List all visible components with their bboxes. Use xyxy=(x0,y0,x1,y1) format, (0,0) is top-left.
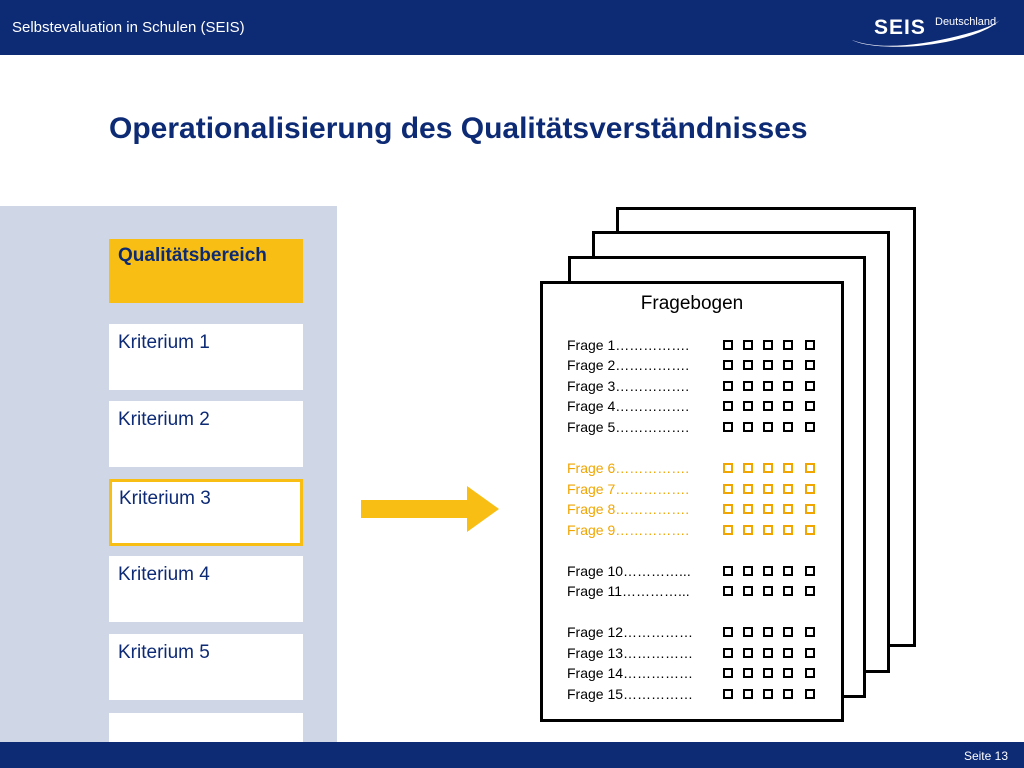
checkbox-icon xyxy=(763,566,773,576)
checkbox-icon xyxy=(805,627,815,637)
page-number: Seite 13 xyxy=(963,749,1008,763)
question-label: Frage 8……………. xyxy=(567,501,690,517)
checkbox-icon xyxy=(763,689,773,699)
checkbox-icon xyxy=(723,463,733,473)
checkbox-icon xyxy=(805,668,815,678)
checkbox-icon xyxy=(723,422,733,432)
questionnaire-sheet xyxy=(540,281,844,722)
question-label: Frage 7……………. xyxy=(567,481,690,497)
checkbox-icon xyxy=(723,401,733,411)
checkbox-icon xyxy=(723,484,733,494)
checkbox-icon xyxy=(723,360,733,370)
checkbox-icon xyxy=(763,463,773,473)
question-row xyxy=(567,663,837,683)
footer-bar xyxy=(0,742,1024,768)
checkbox-icon xyxy=(783,648,793,658)
checkbox-icon xyxy=(805,360,815,370)
checkbox-icon xyxy=(783,340,793,350)
checkbox-icon xyxy=(743,504,753,514)
checkbox-icon xyxy=(805,463,815,473)
checkbox-icon xyxy=(763,381,773,391)
question-label: Frage 6……………. xyxy=(567,460,690,476)
question-row xyxy=(567,355,837,375)
checkbox-icon xyxy=(783,381,793,391)
question-label: Frage 10…………... xyxy=(567,563,691,579)
question-label: Frage 13…………… xyxy=(567,645,694,661)
checkbox-icon xyxy=(763,401,773,411)
checkbox-icon xyxy=(723,381,733,391)
checkbox-icon xyxy=(783,689,793,699)
checkbox-icon xyxy=(783,586,793,596)
question-label: Frage 12…………… xyxy=(567,624,694,640)
checkbox-icon xyxy=(763,668,773,678)
criterion-5-box: Kriterium 5 xyxy=(109,634,303,700)
checkbox-icon xyxy=(743,525,753,535)
question-row xyxy=(567,479,837,499)
checkbox-icon xyxy=(743,648,753,658)
question-row xyxy=(567,581,837,601)
checkbox-icon xyxy=(763,504,773,514)
criterion-1-box: Kriterium 1 xyxy=(109,324,303,390)
slide-title: Operationalisierung des Qualitätsverständnisses xyxy=(109,112,808,145)
checkbox-icon xyxy=(805,422,815,432)
questionnaire-title: Fragebogen xyxy=(640,293,744,314)
logo-subtext: Deutschland xyxy=(935,16,997,28)
criterion-more-box xyxy=(109,713,303,742)
checkbox-icon xyxy=(723,525,733,535)
question-label: Frage 11…………... xyxy=(567,583,690,599)
checkbox-icon xyxy=(763,360,773,370)
checkbox-icon xyxy=(763,340,773,350)
checkbox-icon xyxy=(743,401,753,411)
question-row xyxy=(567,520,837,540)
checkbox-icon xyxy=(723,340,733,350)
header-bar xyxy=(0,0,1024,55)
checkbox-icon xyxy=(805,381,815,391)
checkbox-icon xyxy=(723,504,733,514)
question-row xyxy=(567,396,837,416)
question-row xyxy=(567,335,837,355)
seis-logo xyxy=(848,6,1008,48)
checkbox-icon xyxy=(783,504,793,514)
criterion-4-box: Kriterium 4 xyxy=(109,556,303,622)
question-row xyxy=(567,376,837,396)
checkbox-icon xyxy=(723,648,733,658)
question-row xyxy=(567,458,837,478)
checkbox-icon xyxy=(723,689,733,699)
criterion-2-box: Kriterium 2 xyxy=(109,401,303,467)
question-label: Frage 3……………. xyxy=(567,378,690,394)
question-row xyxy=(567,417,837,437)
presentation-title: Selbstevaluation in Schulen (SEIS) xyxy=(12,19,245,36)
checkbox-icon xyxy=(763,627,773,637)
checkbox-icon xyxy=(763,422,773,432)
checkbox-icon xyxy=(763,648,773,658)
checkbox-icon xyxy=(783,566,793,576)
checkbox-icon xyxy=(805,586,815,596)
checkbox-icon xyxy=(723,627,733,637)
question-label: Frage 1……………. xyxy=(567,337,690,353)
quality-area-box: Qualitätsbereich xyxy=(109,239,303,303)
checkbox-icon xyxy=(763,586,773,596)
question-row xyxy=(567,561,837,581)
question-label: Frage 9……………. xyxy=(567,522,690,538)
question-label: Frage 4……………. xyxy=(567,398,690,414)
checkbox-icon xyxy=(783,401,793,411)
logo-text: SEIS xyxy=(874,16,926,39)
checkbox-icon xyxy=(783,360,793,370)
question-row xyxy=(567,684,837,704)
checkbox-icon xyxy=(805,648,815,658)
checkbox-icon xyxy=(783,668,793,678)
checkbox-icon xyxy=(723,586,733,596)
checkbox-icon xyxy=(805,340,815,350)
checkbox-icon xyxy=(805,504,815,514)
question-row xyxy=(567,643,837,663)
checkbox-icon xyxy=(743,668,753,678)
checkbox-icon xyxy=(805,484,815,494)
checkbox-icon xyxy=(743,689,753,699)
question-label: Frage 5……………. xyxy=(567,419,690,435)
checkbox-icon xyxy=(723,668,733,678)
question-label: Frage 14…………… xyxy=(567,665,694,681)
arrow-right-icon xyxy=(361,486,501,532)
checkbox-icon xyxy=(743,381,753,391)
checkbox-icon xyxy=(805,401,815,411)
question-row xyxy=(567,622,837,642)
checkbox-icon xyxy=(743,340,753,350)
criterion-3-box-highlighted: Kriterium 3 xyxy=(109,479,303,546)
question-label: Frage 2……………. xyxy=(567,357,690,373)
checkbox-icon xyxy=(763,484,773,494)
checkbox-icon xyxy=(805,525,815,535)
checkbox-icon xyxy=(805,566,815,576)
checkbox-icon xyxy=(783,525,793,535)
checkbox-icon xyxy=(743,484,753,494)
checkbox-icon xyxy=(783,422,793,432)
checkbox-icon xyxy=(763,525,773,535)
checkbox-icon xyxy=(743,627,753,637)
checkbox-icon xyxy=(723,566,733,576)
checkbox-icon xyxy=(743,360,753,370)
checkbox-icon xyxy=(743,586,753,596)
checkbox-icon xyxy=(805,689,815,699)
checkbox-icon xyxy=(783,627,793,637)
checkbox-icon xyxy=(743,422,753,432)
checkbox-icon xyxy=(743,566,753,576)
question-row xyxy=(567,499,837,519)
checkbox-icon xyxy=(783,484,793,494)
checkbox-icon xyxy=(743,463,753,473)
question-label: Frage 15…………… xyxy=(567,686,694,702)
checkbox-icon xyxy=(783,463,793,473)
